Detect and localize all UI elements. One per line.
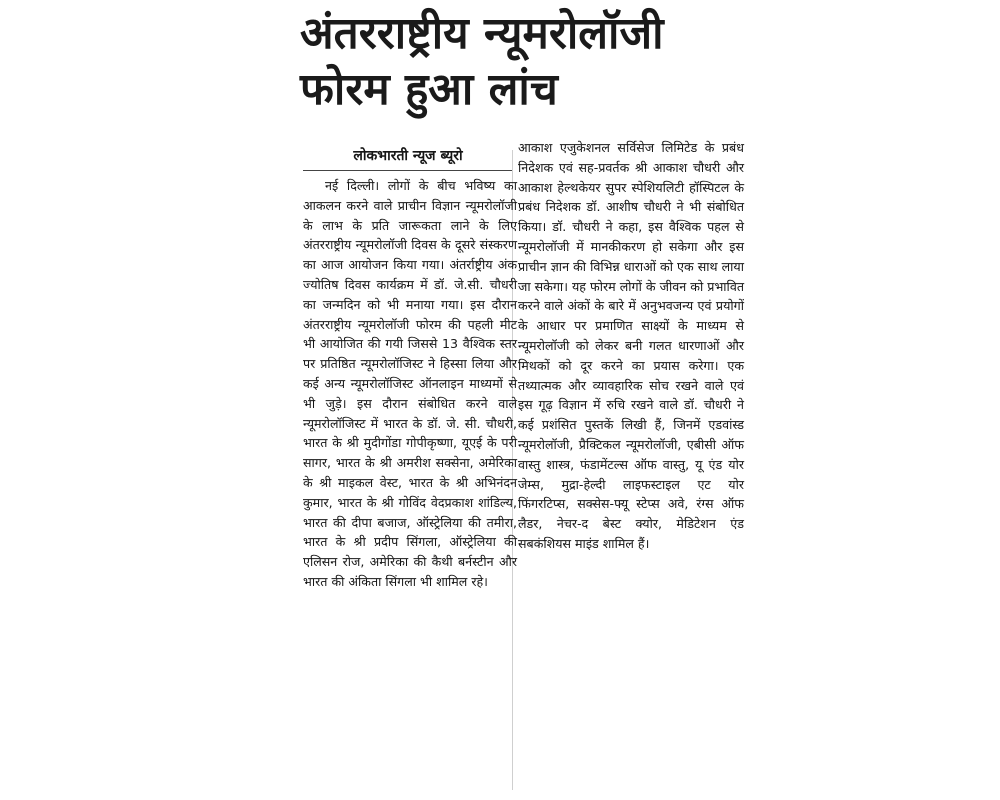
article-paragraph-left: नई दिल्ली। लोगों के बीच भविष्य का आकलन करने वाले प्राचीन विज्ञान न्यूमरोलॉजी के लाभ के प्रति जारूकता लाने के लिए अंतरराष्ट्रीय न्यूमरोलॉजी दिवस के दूसरे संस्करण का आज आयोजन किया गया। अंतर्राष्ट्रीय अंक ज्योतिष दिवस कार्यक्रम में डॉ. जे.सी. चौधरी का जन्मदिन को भी मनाया गया। इस दौरान अंतरराष्ट्रीय न्यूमरोलॉजी फोरम की पहली मीट भी आयोजित की गयी जिससे 13 वैश्विक स्तर पर प्रतिष्ठित न्यूमरोलॉजिस्ट ने हिस्सा लिया और कई अन्य न्यूमरोलॉजिस्ट ऑनलाइन माध्यमों से भी जुड़े। इस दौरान संबोधित करने वाले न्यूमरोलॉजिस्ट में भारत के डॉ. जे. सी. चौधरी, भारत के श्री मुदीगोंडा गोपीकृष्णा, यूएई के परी सागर, भारत के श्री अमरीश सक्सेना, अमेरिका के श्री माइकल वेस्ट, भारत के श्री अभिनंदन कुमार, भारत के श्री गोविंद वेदप्रकाश शांडिल्य, भारत की दीपा बजाज, ऑस्ट्रेलिया की तमीरा, भारत के श्री प्रदीप सिंगला, ऑस्ट्रेलिया की एलिसन रोज, अमेरिका की कैथी बर्नस्टीन और भारत की अंकिता सिंगला भी शामिल रहे। (303, 178, 517, 589)
byline: लोकभारती न्यूज ब्यूरो (303, 146, 513, 171)
article-column-left (303, 176, 517, 592)
article-column-right (518, 138, 744, 554)
headline-line-2: फोरम हुआ लांच (300, 64, 558, 115)
headline (300, 6, 740, 118)
article-paragraph-right: आकाश एजुकेशनल सर्विसेज लिमिटेड के प्रबंध निदेशक एवं सह-प्रवर्तक श्री आकाश चौधरी और आकाश हेल्थकेयर सुपर स्पेशियलिटी हॉस्पिटल के प्रबंध निदेशक डॉ. आशीष चौधरी ने भी संबोधित किया। डॉ. चौधरी ने कहा, इस वैश्विक पहल से न्यूमरोलॉजी में मानकीकरण हो सकेगा और इस प्राचीन ज्ञान की विभिन्न धाराओं को एक साथ लाया जा सकेगा। यह फोरम लोगों के जीवन को प्रभावित करने वाले अंकों के बारे में अनुभवजन्य एवं प्रयोगों के आधार पर प्रमाणित साक्ष्यों के माध्यम से न्यूमरोलॉजी को लेकर बनी गलत धारणाओं और मिथकों को दूर करने का प्रयास करेगा। एक तथ्यात्मक और व्यावहारिक सोच रखने वाले एवं इस गूढ़ विज्ञान में रुचि रखने वाले डॉ. चौधरी ने कई प्रशंसित पुस्तकें लिखी हैं, जिनमें एडवांस्ड न्यूमरोलॉजी, प्रैक्टिकल न्यूमरोलॉजी, एबीसी ऑफ वास्तु शास्त्र, फंडामेंटल्स ऑफ वास्तु, यू एंड योर जेम्स, मुद्रा-हेल्दी लाइफस्टाइल एट योर फिंगरटिप्स, सक्सेस-फ्यू स्टेप्स अवे, रंग्स ऑफ लैडर, नेचर-द बेस्ट क्योर, मेडिटेशन एंड सबकंशियस माइंड शामिल हैं। (518, 140, 744, 551)
headline-line-1: अंतरराष्ट्रीय न्यूमरोलॉजी (300, 8, 664, 59)
